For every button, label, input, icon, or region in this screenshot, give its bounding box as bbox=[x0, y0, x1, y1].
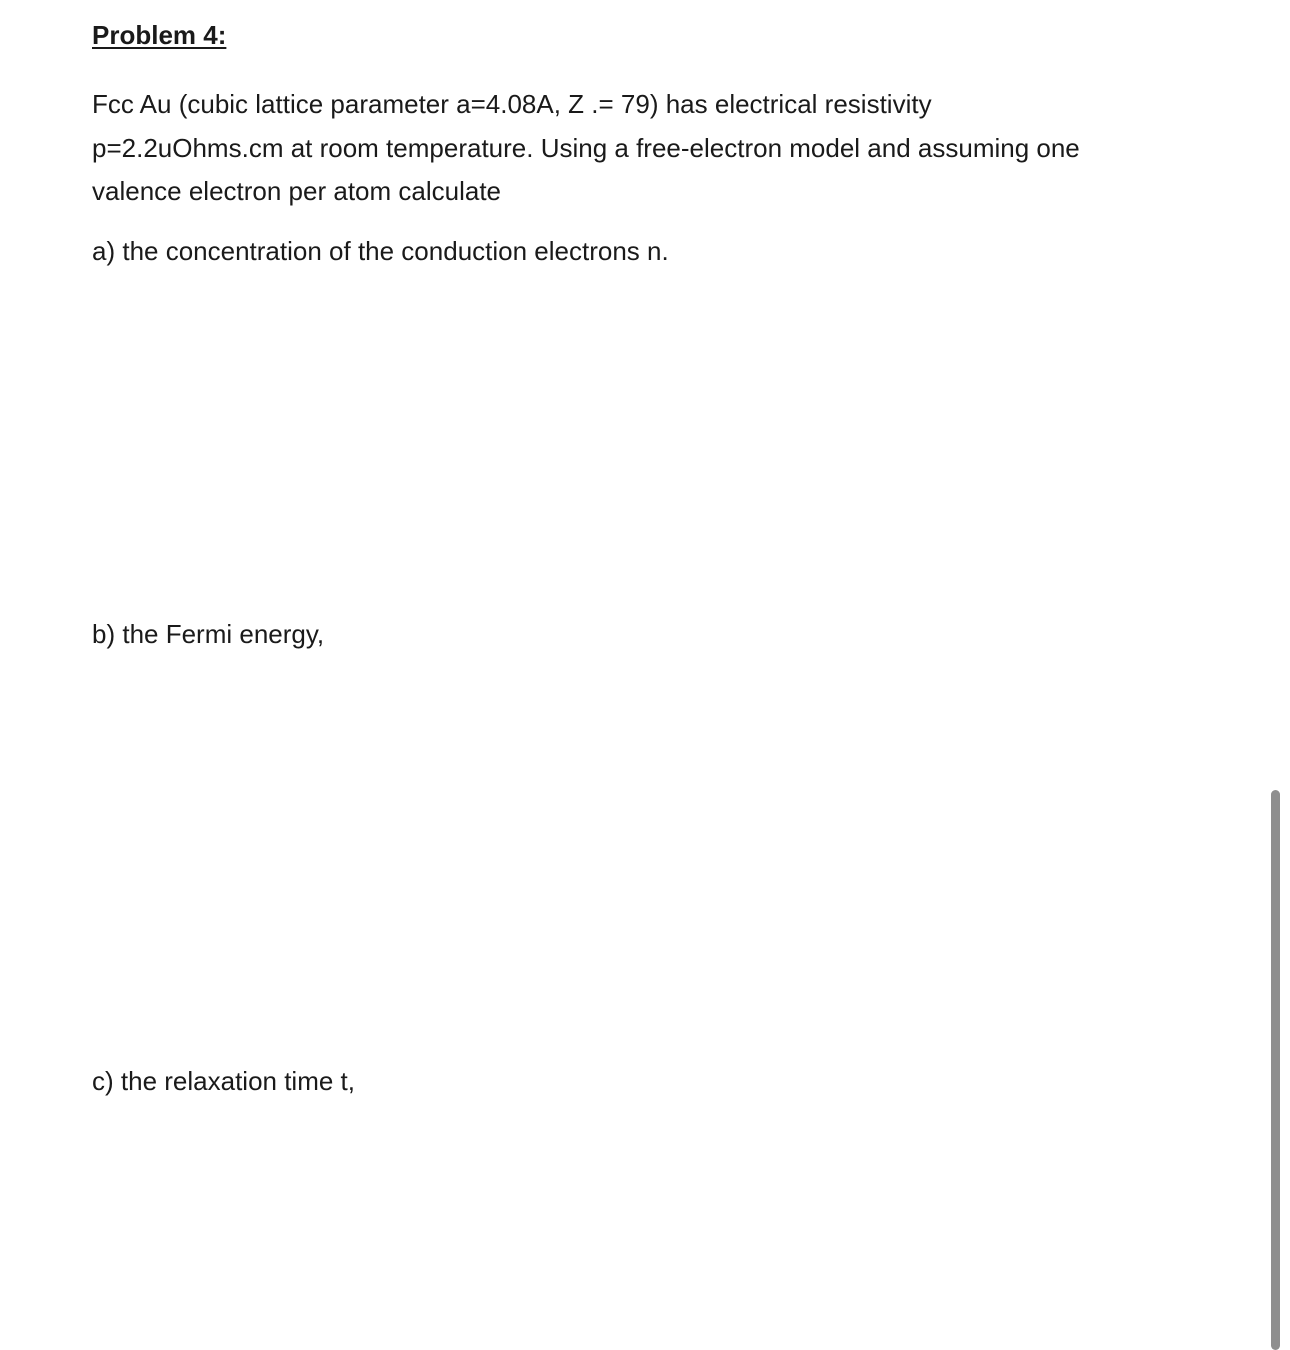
statement-line-1: Fcc Au (cubic lattice parameter a=4.08A, Z .= 79) has electrical resistivity bbox=[92, 89, 932, 119]
part-c-question: c) the relaxation time t, bbox=[92, 1066, 355, 1096]
problem-title: Problem 4: bbox=[92, 20, 227, 50]
vertical-scrollbar-thumb[interactable] bbox=[1271, 790, 1280, 1350]
statement-line-2: p=2.2uOhms.cm at room temperature. Using a free-electron model and assuming one bbox=[92, 132, 1080, 163]
statement-line-3: valence electron per atom calculate bbox=[92, 176, 502, 206]
problem-statement bbox=[92, 83, 1242, 214]
part-a-question: a) the concentration of the conduction electrons n. bbox=[92, 236, 669, 266]
part-b-question: b) the Fermi energy, bbox=[92, 619, 325, 649]
